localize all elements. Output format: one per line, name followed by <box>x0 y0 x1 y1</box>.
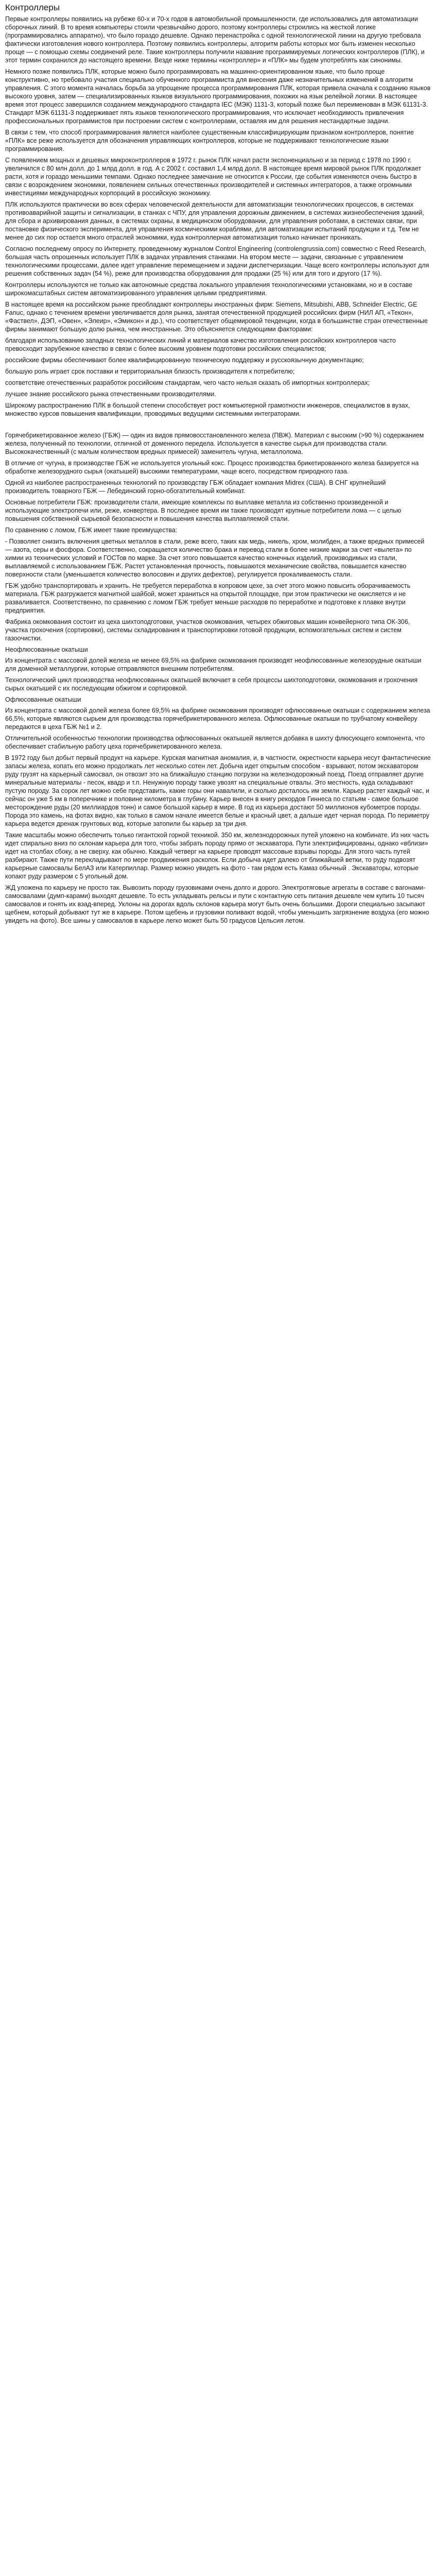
heading-unfluxed-pellets: Неофлюсованные окатыши <box>5 646 88 653</box>
paragraph-plc-adoption: Широкому распространению ПЛК в большой степени способствует рост компьютерной грамотности инженеров, специалистов в вузах, множество курсов повышения квалификации, проводимых ведущими системными интеграторами. <box>5 402 410 417</box>
paragraph-plc-survey: Согласно последнему опросу по Интернету, проведенному журналом Control Engineering (controlengrussia.com) совместно с Reed Research, большая часть опрошенных использует ПЛК в задачах управления станками. На втором месте — задачи, связанные с управлением технологическими процессами, далее идет управление перемещением и задачи диспетчеризации. Чаще всего контроллеры используют для решения собственных задач (54 %), реже для производства оборудования для продажи (25 %) или для того и другого (17 %). <box>5 245 429 277</box>
paragraph-factor-market: лучшее знание российского рынка отечественными производителями. <box>5 391 216 398</box>
paragraph-factor-support: российские фирмы обеспечивают более квалифицированную техническую поддержку и русскоязычную документацию; <box>5 357 364 364</box>
paragraph-unfluxed-pellets: Из концентрата с массовой долей железа не менее 69,5% на фабрике окомкования производят неофлюсованные железорудные окатыши для доменной металлургии, которые отправляются внешним потребителям. <box>5 657 422 672</box>
paragraph-plc-applications: ПЛК используются практически во всех сферах человеческой деятельности для автоматизации технологических процессов, в системах противоаварийной защиты и сигнализации, в станках с ЧПУ, для управления дорожным движением, в системах жизнеобеспечения зданий, для сбора и архивирования данных, в системах охраны, в медицинском оборудовании, для управления роботами, в системах связи, при постановке физического эксперимента, для управления космическими кораблями, для автоматизации испытаний продукции и т.д. Тем не менее до сих пор остается много отраслей экономики, куда контроллерная автоматизация только начинает проникать. <box>5 201 424 241</box>
paragraph-factor-delivery: большую роль играет срок поставки и территориальная близость производителя к потребителю; <box>5 368 295 375</box>
paragraph-plc-systems: Контроллеры используются не только как автономные средства локального управления технологическими установками, но и в составе широкомасштабных систем автоматизированного управления целыми предприятиями. <box>5 281 413 297</box>
paragraph-hbi-advantages-intro: По сравнению с ломом, ГБЖ имеет такие преимущества: <box>5 527 178 534</box>
paragraph-fluxed-pellets: Из концентрата с массовой долей железа более 69,5% на фабрике окомкования производят офлюсованные окатыши с содержанием железа 66,5%, которые являются сырьем для производства горячебрикетированного железа. Офлюсованные окатыши по трубчатому конвейеру передаются в цеха ГБЖ №1 и 2. <box>5 707 430 731</box>
paragraph-hbi-advantage-purity: - Позволяет снизить включения цветных металлов в стали, реже всего, таких как медь, никель, хром, молибден, а также вредных примесей — азота, серы и фосфора. Соответственно, сокращается количество брака и перевод стали в более низкие марки за счет «вылета» по химии из технических условий и ГОСТов по марке. За счет этого повышается качество конечных изделий, производимых из стали, выплавляемой с использованием ГБЖ. Растет установленная прочность, повышаются механические свойства, повышается качество поверхности стали (уменьшается количество волосовин и других дефектов), регулируется прокаливаемость стали. <box>5 538 425 578</box>
paragraph-hbi-advantage-transport: ГБЖ удобно транспортировать и хранить. Не требуется переработка в копровом цехе, за счет этого можно повысить оборачиваемость материала. ГБЖ разгружается магнитной шайбой, может храниться на открытой площадке, при этом практически не окисляется и не разваливается. Соответственно, по сравнению с ломом ГБЖ требует меньше расходов по переработке и подготовке к плавке внутри предприятия. <box>5 582 411 614</box>
paragraph-pelletizing-plant: Фабрика окомкования состоит из цеха шихтоподготовки, участков окомкования, четырех обжиговых машин конвейерного типа ОК-306, участка грохочения (сортировки), системы складирования и транспортировки готовой продукции, вспомогательных систем и систем газоочистки. <box>5 618 410 642</box>
paragraph-quarry-railway: ЖД уложена по карьеру не просто так. Вывозить породу грузовиками очень долго и дорого. Электротяговые агрегаты в составе с вагонами-самосвалами (думп-карами) выходят дешевле. То есть укладывать рельсы и пути с контактную сеть питания дешевле чем купить 10 тысяч самосвалов и гонять их взад-вперед. Уклоны на дорогах вдоль склонов карьера могут быть очень большими. Дороги специально засыпают щебнем, который добывают тут же в карьере. Потом щебень и грузовики поливают водой, чтобы уменьшить загрязнение воздуха (его можно увидеть на фото). Все шины у самосвалов в карьере легко может быть 50 градусов Цельсия летом. <box>5 884 429 924</box>
paragraph-hbi-consumers: Основные потребители ГБЖ: производители стали, имеющие комплексы по выплавке металла из собственно произведенной и использующие электропечи или, реже, конвертера. В последнее время им также производят крупные потребители лома — с целью повышения собственной сырьевой безопасности и повышения качества выплавляемой стали. <box>5 499 402 522</box>
paragraph-plc-market: С появлением мощных и дешевых микроконтроллеров в 1972 г. рынок ПЛК начал расти экспоненциально и за период с 1978 по 1990 г. увеличился с 80 млн долл. до 1 млрд долл. в год. А с 2002 г. составил 1,4 млрд долл. В настоящее время мировой рынок ПЛК продолжает расти, хотя и гораздо меньшими темпами. Однако последнее замечание не относится к России, где события изменяются очень быстро в связи с возрождением экономики, появлением сильных отечественных производителей и системных интеграторов, а также огромными инвестициями международных корпораций в российскую экономику. <box>5 157 422 197</box>
section-gap <box>5 421 431 431</box>
heading-fluxed-pellets: Офлюсованные окатыши <box>5 696 81 703</box>
paragraph-hbi-definition: Горячебрикетированное железо (ГБЖ) — один из видов прямовосстановленного железа (ПВЖ). Материал с высоким (>90 %) содержанием железа, полученный по технологии, отличной от доменного передела. Используется в качестве сырья для производства стали. Высококачественный (с малым количеством вредных примесей) заменитель чугуна, металлолома. <box>5 432 424 455</box>
paragraph-plc-languages: Немного позже появились ПЛК, которые можно было программировать на машинно-ориентированном языке, что было проще конструктивно, но требовало участия специально обученного программиста для внесения даже незначительных изменений в алгоритм управления. С этого момента началась борьба за упрощение процесса программирования ПЛК, которая привела сначала к созданию языков высокого уровня, затем — специализированных языков визуального программирования, похожих на язык релейной логики. В настоящее время этот процесс завершился созданием международного стандарта IEC (МЭК) 1131-3, который позже был переименован в МЭК 61131-3. Стандарт МЭК 61131-3 поддерживает пять языков технологического программирования, что исключает необходимость привлечения профессиональных программистов при построении систем с контроллерами, оставляя им для решения нестандартные задачи. <box>5 68 431 125</box>
paragraph-fluxed-feature: Отличительной особенностью технологии производства офлюсованных окатышей является добавка в шихту флюсующего компонента, что обеспечивает стабильную работу цеха горячебрикетированного железа. <box>5 735 425 750</box>
paragraph-plc-origin: Первые контроллеры появились на рубеже 60-х и 70-х годов в автомобильной промышленности, где использовались для автоматизации сборочных линий. В то время компьютеры стоили чрезвычайно дорого, поэтому контроллеры строились на жесткой логике (программировались аппаратно), что было гораздо дешевле. Однако перенастройка с одной технологической линии на другую требовала фактически изготовления нового контроллера. Поэтому появились контроллеры, алгоритм работы которых мог быть изменен несколько проще — с помощью схемы соединений реле. Такие контроллеры получили название программируемых логических контроллеров (ПЛК), и этот термин сохранился до настоящего времени. Везде ниже термины «контроллер» и «ПЛК» мы будем употреблять как синонимы. <box>5 15 425 64</box>
paragraph-factor-standards: соответствие отечественных разработок российским стандартам, чего часто нельзя сказать об импортных контроллерах; <box>5 379 370 386</box>
paragraph-hbi-process: В отличие от чугуна, в производстве ГБЖ не используется угольный кокс. Процесс производства брикетированного железа базируется на обработке железорудного сырья (окатышей) высокими температурами, чаще всего, посредством природного газа. <box>5 460 419 475</box>
paragraph-plc-vendors: В настоящее время на российском рынке преобладают контроллеры иностранных фирм: Siemens, Mitsubishi, ABB, Schneider Electric, GE Fanuc, однако с течением времени увеличивается доля рынка, занятая отечественной продукцией российских фирм (НИЛ АП, «Текон», «Фаствел», ДЭП, «Овен», «Элеир», «Эмикон» и др.), что соответствует общемировой тенденции, когда в большинстве стран отечественные фирмы занимают большую долю рынка, чем иностранные. Это объясняется следующими факторами: <box>5 301 428 333</box>
paragraph-hbi-midrex: Одной из наиболее распространенных технологий по производству ГБЖ обладает компания Midrex (США). В СНГ крупнейший производитель товарного ГБЖ — Лебединский горно-обогатительный комбинат. <box>5 479 386 495</box>
paragraph-quarry-machinery: Такие масштабы можно обеспечить только гигантской горной техникой. 350 км, железнодорожных путей уложено на комбинате. Из них часть идет спирально вниз по склонам карьера для того, чтобы забрать породу прямо от экскаватора. Пути электрифицированы, однако «вблизи» идет на столбах сбоку, а не сверху, как обычно. Каждый четверг на карьере проводят массовые взрывы породы. Для этого часть путей разбирают. Также пути перекладывают по мере продвижения раскопок. Если добыча идет далеко от ближайшей ветки, то руду подвозят карьерные самосвалы БелАЗ или Катерпиллар. Размер можно увидеть на фото - там рядом есть Камаз обычный . Экскаваторы, которые копают руду размером с 5 угольный дом. <box>5 832 429 880</box>
paragraph-factor-quality: благодаря использованию западных технологических линий и материалов качество изготовления российских контроллеров часто превосходит зарубежное качество в связи с более высоким уровнем подготовки российских специалистов; <box>5 337 396 352</box>
paragraph-unfluxed-cycle: Технологический цикл производства неофлюсованных окатышей включает в себя процессы шихтоподготовки, окомкования и грохочения сырых окатышей с их последующим обжигом и сортировкой. <box>5 676 418 692</box>
paragraph-quarry-history: В 1972 году был добыт первый продукт на карьере. Курская магнитная аномалия, и, в частности, окрестности карьера несут фантастические запасы железа, копать его можно продолжать лет несколько сотен лет. Добыча идет открытым способом - взрывают, потом экскаватором руду грузят на карьерный самосвал, он отвозит это на ближайшую станцию погрузки на железнодорожный поезд. Поезд отправляет другие минеральные материалы - песок, квадр и т.п. Ненужную породу также увозят на специальные отвалы. Это местность, куда складывают пустую породу. За сорок лет можно себе представить, какие горы они навалили, и сколько досталось им земли. Карьер растет каждый час, и сейчас он уже 5 км в поперечнике и половине километра в глубину. Карьер внесен в книгу рекордов Гиннеса по статьям - самое большое месторождение руды (20 миллиардов тонн) и самое большой карьер в мире. В год из карьера достают 50 миллионов кубометров породы. Порода это камень, на фотах видно, как только в самом начале имеется белые и красный цвет, а дальше идет черная порода. По периметру карьера ведется дренаж грунтовых вод, которые затопили бы карьер за три дня. <box>5 754 431 827</box>
page-title: Контроллеры <box>5 3 60 12</box>
paragraph-plc-classification: В связи с тем, что способ программирования является наиболее существенным классифицирующим признаком контроллеров, понятие «ПЛК» все реже используется для обозначения управляющих контроллеров, которые не поддерживают технологические языки программирования. <box>5 129 414 152</box>
